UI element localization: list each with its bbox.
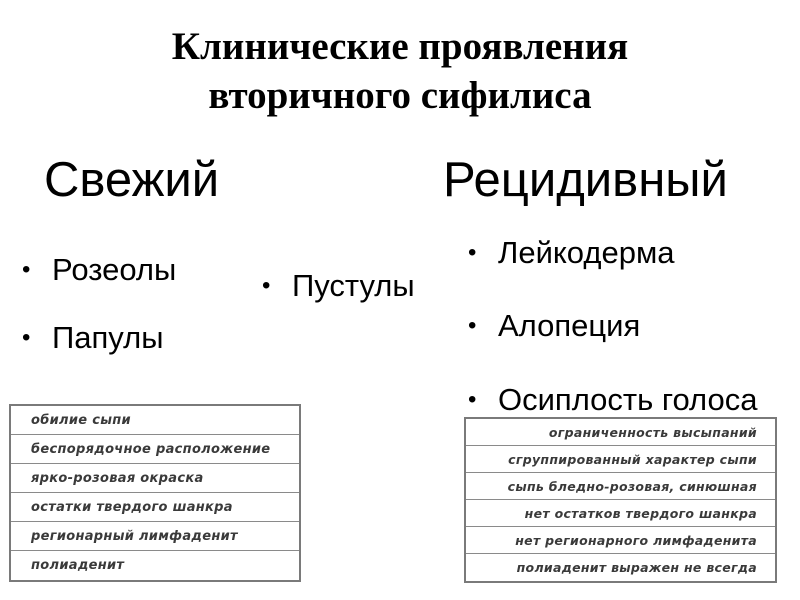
recurrent-features-table [464, 417, 777, 583]
bullet-icon: • [22, 324, 31, 351]
bullet-text: Пустулы [292, 268, 415, 303]
bullet-icon: • [468, 386, 477, 413]
table-row: полиаденит выражен не всегда [516, 560, 757, 575]
table-row: остатки твердого шанкра [11, 493, 299, 522]
bullet-item-leukoderma [468, 235, 675, 271]
title-line-1: Клинические проявления [171, 25, 629, 68]
slide-title [0, 22, 800, 120]
table-row: регионарный лимфаденит [11, 522, 299, 551]
bullet-text: Папулы [52, 320, 164, 355]
table-row: нет остатков твердого шанкра [466, 500, 775, 527]
table-row: сыпь бледно-розовая, синюшная [466, 473, 775, 500]
bullet-text: Лейкодерма [498, 235, 675, 270]
bullet-icon: • [22, 256, 31, 283]
table-row: беспорядочное расположение [11, 435, 299, 464]
table-row: полиаденит [31, 558, 125, 573]
heading-recurrent: Рецидивный [443, 153, 728, 207]
bullet-text: Осиплость голоса [498, 382, 758, 417]
bullet-text: Алопеция [498, 308, 641, 343]
bullet-item-roseola [22, 252, 176, 288]
bullet-item-papules [22, 320, 164, 356]
table-row: ярко-розовая окраска [11, 464, 299, 493]
heading-fresh: Свежий [44, 153, 220, 207]
fresh-features-table [9, 404, 301, 582]
bullet-icon: • [468, 312, 477, 339]
title-line-2: вторичного сифилиса [208, 74, 592, 117]
table-row: сгруппированный характер сыпи [466, 446, 775, 473]
bullet-icon: • [468, 239, 477, 266]
table-row: ограниченность высыпаний [466, 419, 775, 446]
bullet-text: Розеолы [52, 252, 177, 287]
bullet-item-hoarseness [468, 382, 757, 418]
bullet-icon: • [262, 272, 271, 299]
bullet-item-alopecia [468, 308, 640, 344]
bullet-item-pustules [262, 268, 415, 304]
table-row: обилие сыпи [11, 406, 299, 435]
table-row: нет регионарного лимфаденита [466, 527, 775, 554]
